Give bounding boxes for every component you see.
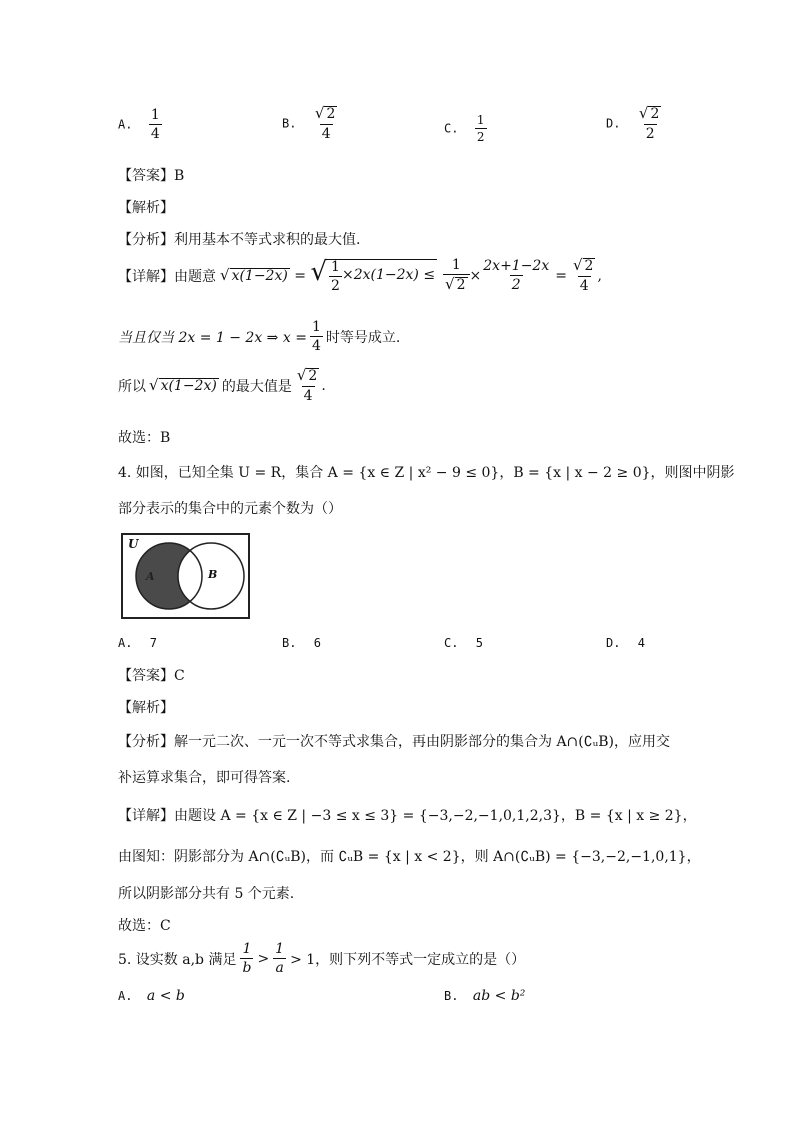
label-u: U [128,537,139,551]
q4-xiangjie-line3: 所以阴影部分共有 5 个元素. [118,886,295,902]
q5-stem: 5. 设实数 a,b 满足 $\frac{1}{b}$ > $\frac{1}{a}$ > 1，则下列不等式一定成立的是（） [118,941,526,976]
fraction: $\frac{1}{2}$ [476,113,485,144]
q4-jiexi: 【解析】 [118,700,174,716]
q3-equal-condition: 当且仅当 2x = 1 − 2x ⇒ x = $\frac{1}{4}$ 时等号成立. [118,319,401,354]
fraction: √ 2 4 [314,104,336,143]
q4-fenxi-line2: 补运算求集合，即可得答案. [118,770,291,786]
q3-option-a [118,108,162,141]
q4-answer: 【答案】C [118,668,185,684]
fraction-1-over-b: $\frac{1}{b}$ [242,941,252,976]
q3-option-c [444,114,487,143]
q3-jiexi: 【解析】 [118,200,174,216]
q4-option-b: B. 6 [282,636,321,650]
q3-max-value: 所以 √ x(1−2x) 的最大值是 √ 2 4 . [118,366,326,405]
q3-option-d [606,106,663,141]
q5-option-b: B. ab < b² [444,988,526,1004]
q5-option-a: A. a < b [118,988,185,1004]
label-b: B [208,568,218,581]
q4-option-d: D. 4 [606,636,645,650]
q3-xiangjie: 【详解】由题意 √ x(1−2x) = √ $\frac{1}{2}$ ×2x(1−2x) ≤ 1 √ 2 × $\frac{2x+1-2x}{2}$ = √ 2 4 , [118,256,602,295]
q3-fenxi: 【分析】利用基本不等式求积的最大值. [118,232,361,248]
fraction-1-over-a: $\frac{1}{a}$ [275,941,285,976]
option-label: C. [444,121,459,136]
q4-guxuan: 故选：C [118,918,171,934]
q4-fenxi-line1: 【分析】解一元二次、一元一次不等式求集合，再由阴影部分的集合为 A∩(∁ᵤB)，应用交 [118,734,670,750]
q4-option-a: A. 7 [118,636,157,650]
venn-svg [121,533,251,621]
venn-diagram [121,533,251,625]
option-label: A. [118,117,133,132]
q3-answer: 【答案】B [118,168,185,184]
q4-stem-line2: 部分表示的集合中的元素个数为（） [118,501,342,517]
q3-guxuan: 故选：B [118,430,171,446]
label-a: A [146,570,155,583]
q4-option-c: C. 5 [444,636,483,650]
q4-xiangjie-line2: 由图知：阴影部分为 A∩(∁ᵤB)，而 ∁ᵤB = {x | x < 2}，则 A∩(∁ᵤB) = {−3,−2,−1,0,1}， [118,849,701,865]
q4-xiangjie-line1: 【详解】由题设 A = {x ∈ Z | −3 ≤ x ≤ 3} = {−3,−2,−1,0,1,2,3}，B = {x | x ≥ 2}， [118,808,697,824]
option-label: D. [606,116,621,131]
q4-stem-line1: 4. 如图，已知全集 U = R，集合 A = {x ∈ Z | x² − 9 ≤ 0}，B = {x | x − 2 ≥ 0}，则图中阴影 [118,465,735,481]
fraction: $\frac{1}{4}$ [150,107,160,142]
q3-option-b [282,106,339,141]
option-label: B. [282,116,297,131]
fraction: √ 2 2 [638,104,660,143]
